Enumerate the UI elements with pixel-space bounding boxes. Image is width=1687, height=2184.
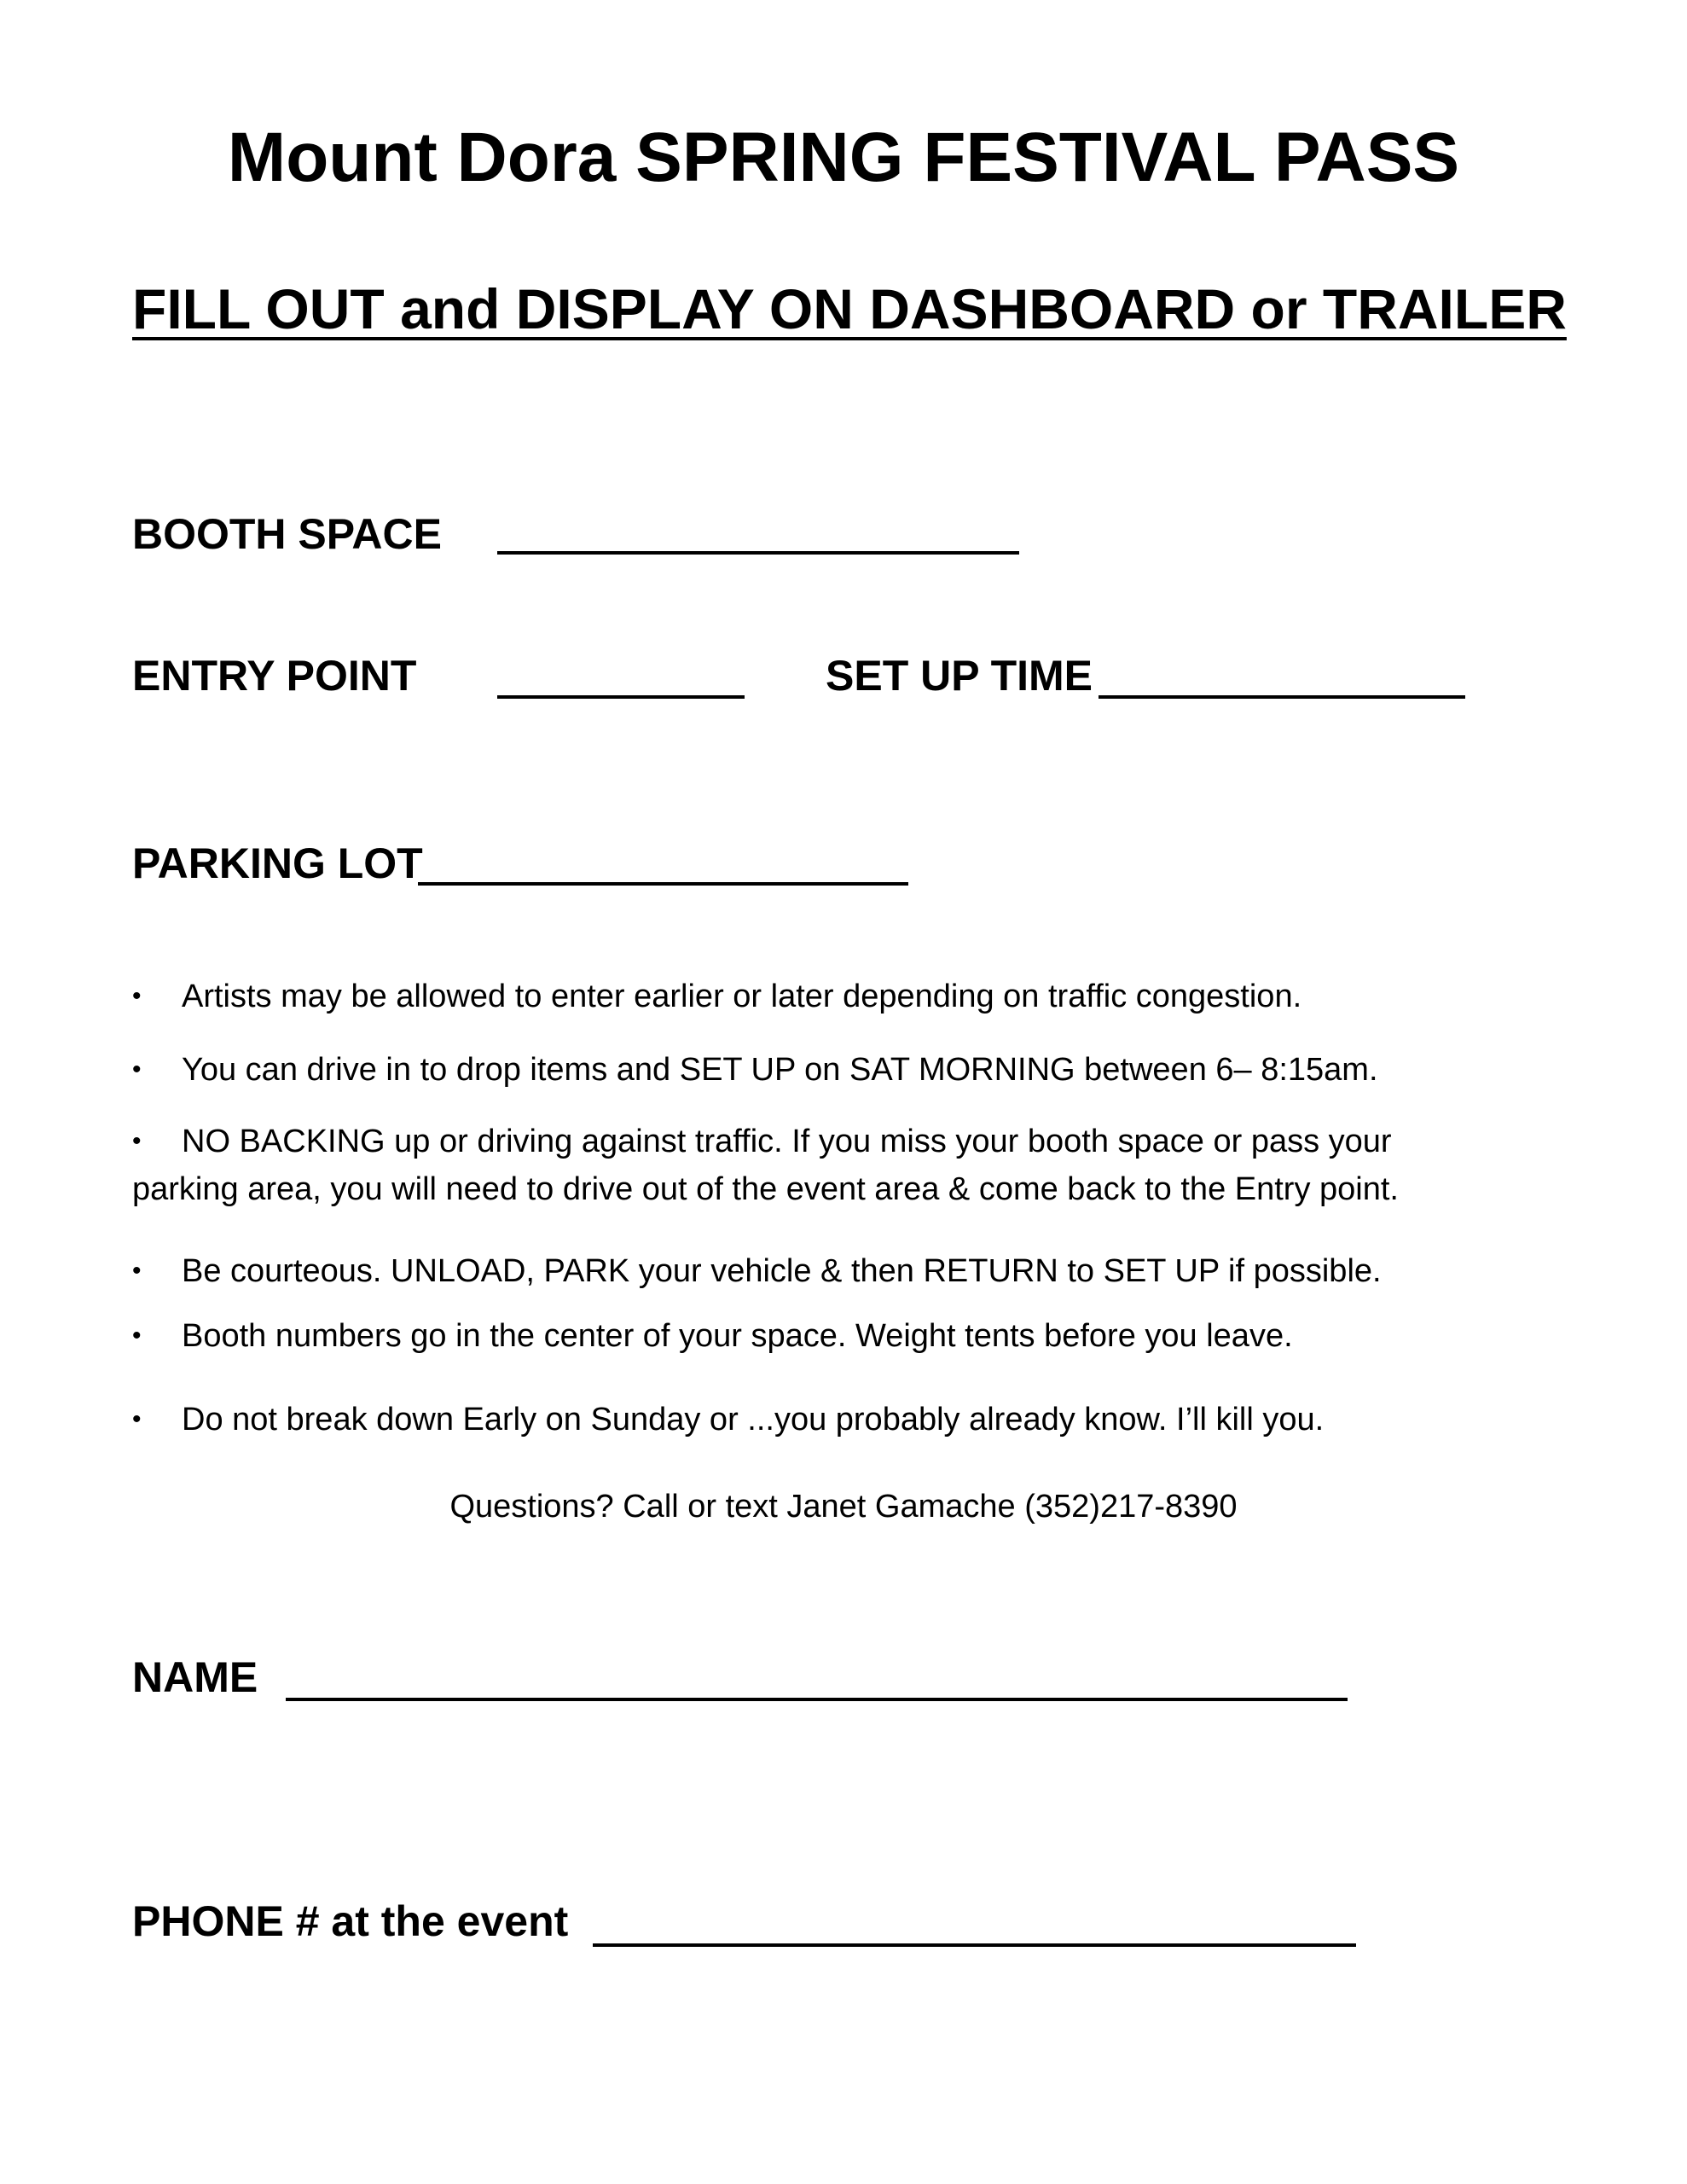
list-item — [132, 1396, 1565, 1443]
page-title: Mount Dora SPRING FESTIVAL PASS — [227, 119, 1460, 196]
entry-point-label: ENTRY POINT — [132, 652, 417, 700]
phone-label: PHONE # at the event — [132, 1897, 569, 1945]
bullet-icon: • — [132, 1127, 142, 1155]
phone-blank[interactable] — [593, 1943, 1356, 1947]
bullet-icon: • — [132, 1055, 142, 1083]
entry-point-blank[interactable] — [497, 695, 745, 699]
list-item — [132, 1046, 1565, 1094]
set-up-time-blank[interactable] — [1099, 695, 1465, 699]
name-blank[interactable] — [286, 1698, 1348, 1701]
list-item-text: NO BACKING up or driving against traffic. If you miss your booth space or pass your — [182, 1124, 1392, 1159]
list-item-text-continued: parking area, you will need to drive out of the event area & come back to the Entry point. — [132, 1171, 1399, 1207]
list-item — [132, 973, 1565, 1020]
booth-space-label: BOOTH SPACE — [132, 510, 442, 558]
page-subtitle: FILL OUT and DISPLAY ON DASHBOARD or TRAILER — [132, 277, 1567, 340]
list-item-text: Do not break down Early on Sunday or ...you probably already know. I’ll kill you. — [182, 1402, 1325, 1438]
bullet-icon: • — [132, 1257, 142, 1285]
list-item — [132, 1247, 1565, 1295]
booth-space-blank[interactable] — [497, 551, 1019, 555]
bullet-icon: • — [132, 1321, 142, 1350]
list-item-text: Booth numbers go in the center of your space. Weight tents before you leave. — [182, 1318, 1293, 1354]
list-item-text: Artists may be allowed to enter earlier or later depending on traffic congestion. — [182, 979, 1302, 1014]
list-item — [132, 1312, 1565, 1360]
parking-lot-blank[interactable] — [418, 882, 908, 886]
list-item — [132, 1118, 1565, 1213]
set-up-time-label: SET UP TIME — [826, 652, 1093, 700]
bullet-icon: • — [132, 1405, 142, 1433]
name-label: NAME — [132, 1653, 258, 1701]
contact-line: Questions? Call or text Janet Gamache (352)217-8390 — [449, 1489, 1238, 1525]
list-item-text: Be courteous. UNLOAD, PARK your vehicle & then RETURN to SET UP if possible. — [182, 1253, 1382, 1289]
bullet-icon: • — [132, 982, 142, 1010]
list-item-text: You can drive in to drop items and SET UP on SAT MORNING between 6– 8:15am. — [182, 1052, 1378, 1088]
parking-lot-label: PARKING LOT — [132, 839, 423, 887]
